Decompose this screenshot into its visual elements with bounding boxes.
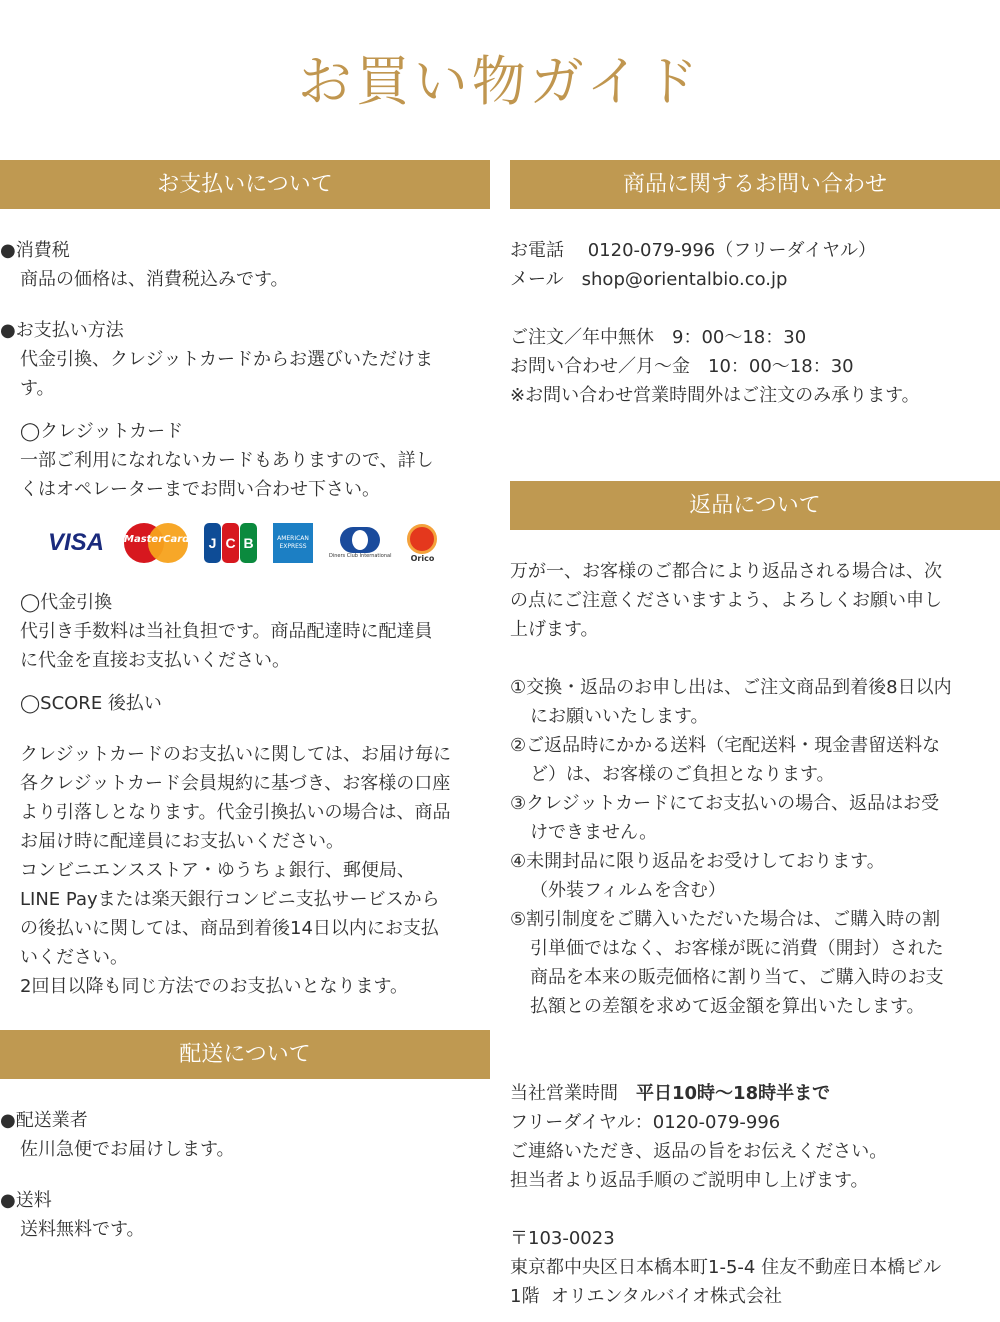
returns-intro-line: 万が一、お客様のご都合により返品される場合は、次 (510, 561, 942, 582)
returns-rule-5-cont: 商品を本来の販売価格に割り当て、ご購入時のお支 (530, 967, 944, 988)
postal-code: 〒103-0023 (510, 1228, 615, 1249)
tax-text: 商品の価格は、消費税込みです。 (20, 269, 289, 290)
cod-text-line-1: 代引き手数料は当社負担です。商品配達時に配達員 (20, 621, 433, 642)
returns-rule-2: ②ご返品時にかかる送料（宅配送料・現金書留送料な (510, 735, 941, 756)
score-line: 2回目以降も同じ方法でのお支払いとなります。 (20, 976, 409, 997)
left-column (0, 160, 490, 1244)
method-text-line-2: す。 (20, 378, 55, 399)
returns-contact-line: ご連絡いただき、返品の旨をお伝えください。 (510, 1141, 888, 1162)
amex-logo: AMERICAN EXPRESS (273, 523, 313, 563)
score-line: の後払いに関しては、商品到着後14日以内にお支払 (20, 918, 439, 939)
returns-rule-3-cont: けできません。 (530, 822, 658, 843)
score-line: クレジットカードのお支払いに関しては、お届け毎に (20, 744, 452, 765)
card-brand-logos (0, 520, 490, 566)
carrier-heading: ●配送業者 (0, 1110, 88, 1131)
returns-rule-5-cont: 引単価ではなく、お客様が既に消費（開封）された (530, 938, 944, 959)
payment-section-header: お支払いについて (0, 160, 490, 209)
returns-rule-4: ④未開封品に限り返品をお受けしております。 (510, 851, 885, 872)
mastercard-logo: MasterCard (124, 523, 188, 563)
diners-club-logo: Diners Club International (329, 527, 391, 559)
returns-contact-line: 担当者より返品手順のご説明申し上げます。 (510, 1170, 869, 1191)
cod-heading: ◯代金引換 (20, 592, 113, 613)
score-description (0, 740, 490, 1001)
visa-logo: VISA (47, 529, 104, 556)
method-text-line-1: 代金引換、クレジットカードからお選びいただけま (20, 349, 434, 370)
method-heading: ●お支払い方法 (0, 320, 124, 341)
returns-rule-5-cont: 払額との差額を求めて返金額を算出いたします。 (530, 996, 925, 1017)
fee-text: 送料無料です。 (20, 1219, 145, 1240)
cod-text-line-2: に代金を直接お支払いください。 (20, 650, 290, 671)
contact-email: メール shop@orientalbio.co.jp (510, 269, 788, 290)
credit-text-line-1: 一部ご利用になれないカードもありますので、詳し (20, 450, 434, 471)
score-line: より引落しとなります。代金引換払いの場合は、商品 (20, 802, 451, 823)
shipping-section-header: 配送について (0, 1030, 490, 1079)
order-hours: ご注文／年中無休 9：00〜18：30 (510, 327, 807, 348)
tax-heading: ●消費税 (0, 240, 70, 261)
returns-rules (510, 673, 1000, 1021)
hours-note: ※お問い合わせ営業時間外はご注文のみ承ります。 (510, 385, 920, 406)
returns-intro-line: の点にご注意くださいますよう、よろしくお願い申し (510, 590, 942, 611)
free-dial: フリーダイヤル：0120-079-996 (510, 1112, 781, 1133)
returns-section (510, 557, 1000, 1311)
shipping-section (0, 1106, 490, 1244)
returns-section-header: 返品について (510, 481, 1000, 530)
fee-heading: ●送料 (0, 1190, 52, 1211)
score-line: 各クレジットカード会員規約に基づき、お客様の口座 (20, 773, 451, 794)
returns-rule-5: ⑤割引制度をご購入いただいた場合は、ご購入時の割 (510, 909, 941, 930)
address-line: 東京都中央区日本橋本町1-5-4 住友不動産日本橋ビル (510, 1257, 942, 1278)
returns-rule-4-cont: （外装フィルムを含む） (530, 880, 726, 901)
contact-section-header: 商品に関するお問い合わせ (510, 160, 1000, 209)
business-hours-value: 平日10時〜18時半まで (636, 1083, 831, 1104)
contact-section (510, 236, 1000, 410)
carrier-text: 佐川急便でお届けします。 (20, 1139, 235, 1160)
credit-text-line-2: くはオペレーターまでお問い合わせ下さい。 (20, 479, 380, 500)
returns-rule-1: ①交換・返品のお申し出は、ご注文商品到着後8日以内 (510, 677, 952, 698)
score-line: コンビニエンスストア・ゆうちょ銀行、郵便局、 (20, 860, 415, 881)
business-hours (510, 1079, 1000, 1108)
page-title: お買い物ガイド (297, 50, 703, 113)
address-line: 1階 オリエンタルバイオ株式会社 (510, 1286, 783, 1307)
returns-intro-line: 上げます。 (510, 619, 599, 640)
inquiry-hours: お問い合わせ／月〜金 10：00〜18：30 (510, 356, 854, 377)
right-column (510, 160, 1000, 1311)
business-hours-label: 当社営業時間 (510, 1083, 636, 1104)
orico-logo: Orico (407, 524, 437, 563)
returns-rule-2-cont: ど）は、お客様のご負担となります。 (530, 764, 835, 785)
returns-rule-1-cont: にお願いいたします。 (530, 706, 709, 727)
score-line: いください。 (20, 947, 128, 968)
returns-rule-3: ③クレジットカードにてお支払いの場合、返品はお受 (510, 793, 940, 814)
score-heading: ◯SCORE 後払い (20, 693, 162, 714)
contact-phone: お電話 0120-079-996（フリーダイヤル） (510, 240, 876, 261)
payment-section (0, 236, 490, 1001)
score-line: お届け時に配達員にお支払いください。 (20, 831, 344, 852)
credit-heading: ◯クレジットカード (20, 421, 184, 442)
score-line: LINE Payまたは楽天銀行コンビニ支払サービスから (20, 889, 440, 910)
jcb-logo: J C B (204, 523, 257, 563)
